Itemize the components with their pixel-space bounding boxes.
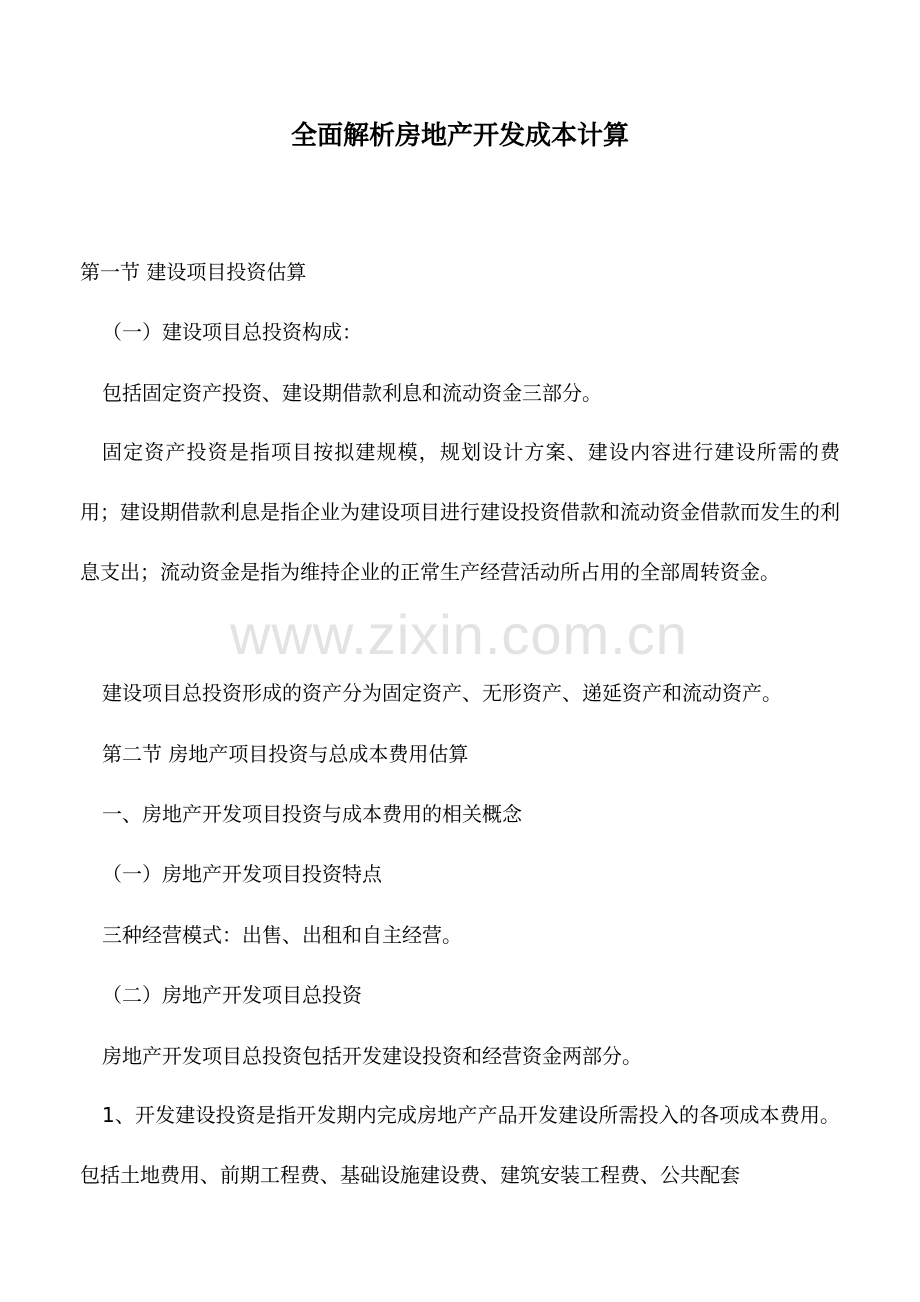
subsection-heading-1: （一）建设项目总投资构成： — [102, 320, 362, 344]
paragraph-5: 房地产开发项目总投资包括开发建设投资和经营资金两部分。 — [102, 1044, 642, 1068]
section-heading-1: 第一节 建设项目投资估算 — [80, 260, 307, 284]
paragraph-2: 固定资产投资是指项目按拟建规模，规划设计方案、建设内容进行建设所需的费用；建设期借款利息是指企业为建设项目进行建设投资借款和流动资金借款而发生的利息支出；流动资金是指为维持企业的正常生产经营活动所占用的全部周转资金。 — [80, 440, 840, 584]
subsection-heading-2: （一）房地产开发项目投资特点 — [102, 862, 382, 886]
paragraph-6: 1、开发建设投资是指开发期内完成房地产产品开发建设所需投入的各项成本费用。包括土地费用、前期工程费、基础设施建设费、建筑安装工程费、公共配套 — [80, 1103, 840, 1187]
section-heading-2: 第二节 房地产项目投资与总成本费用估算 — [102, 742, 469, 766]
item-heading-1: 一、房地产开发项目投资与成本费用的相关概念 — [102, 802, 522, 826]
paragraph-1: 包括固定资产投资、建设期借款利息和流动资金三部分。 — [102, 381, 602, 405]
watermark-text: www.zixin.com.cn — [230, 603, 688, 666]
document-title: 全面解析房地产开发成本计算 — [290, 121, 629, 151]
subsection-heading-3: （二）房地产开发项目总投资 — [102, 983, 362, 1007]
paragraph-4: 三种经营模式：出售、出租和自主经营。 — [102, 923, 462, 947]
paragraph-3: 建设项目总投资形成的资产分为固定资产、无形资产、递延资产和流动资产。 — [102, 681, 782, 705]
